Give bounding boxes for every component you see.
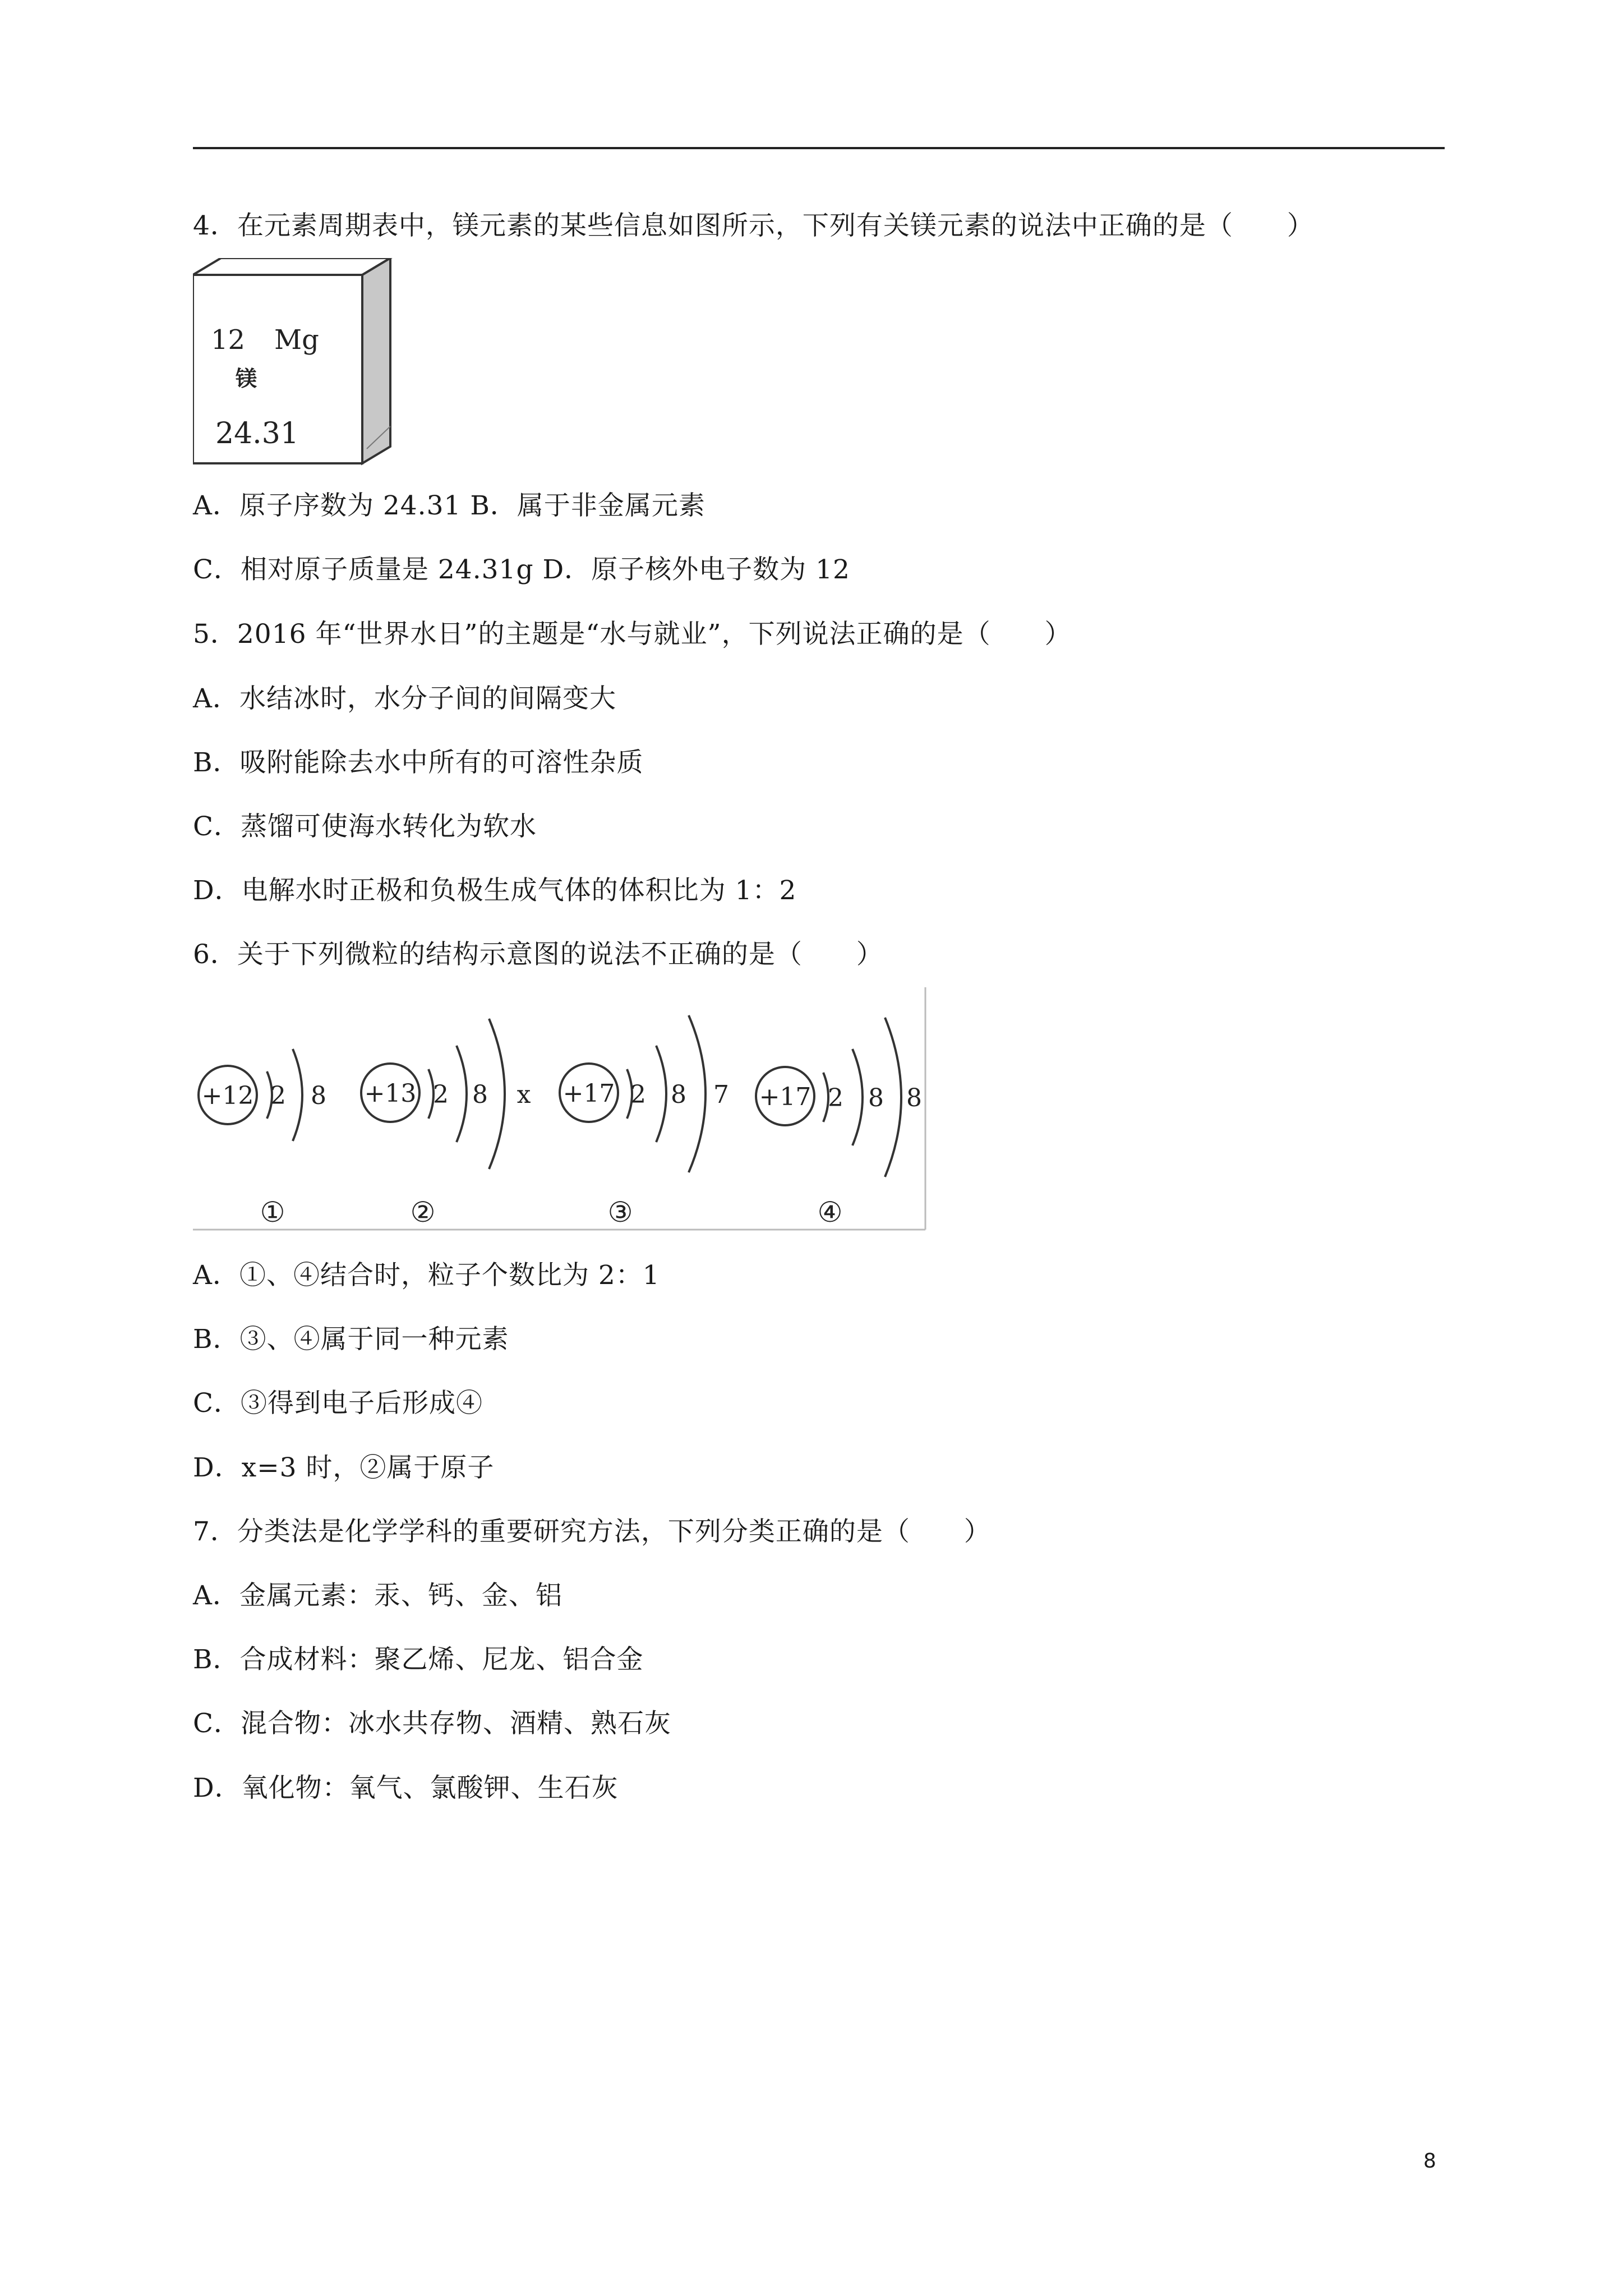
particle-2-label: ② [410,1196,436,1228]
q7-stem: 7．分类法是化学学科的重要研究方法，下列分类正确的是（ ） [193,1516,991,1547]
tile-atomic-mass: 24.31 [215,417,299,450]
q6-option-c: C．③得到电子后形成④ [193,1388,483,1419]
atomic-structure-diagrams [193,987,929,1232]
particle-4-shell-1: 2 [828,1084,843,1112]
particle-4-shell-2: 8 [868,1084,884,1112]
particle-2-shell-1: 2 [433,1080,449,1109]
q5-option-a: A．水结冰时，水分子间的间隔变大 [193,683,616,714]
particle-1-shell-2: 8 [311,1082,326,1110]
q5-stem: 5．2016 年“世界水日”的主题是“水与就业”，下列说法正确的是（ ） [193,619,1072,650]
tile-element-name: 镁 [236,366,257,391]
q4-option-ab: A．原子序数为 24.31 B．属于非金属元素 [193,490,706,521]
tile-symbol: Mg [274,324,319,356]
particle-3-shell-3: 7 [713,1080,729,1109]
q7-option-c: C．混合物：冰水共存物、酒精、熟石灰 [193,1708,671,1739]
q5-option-c: C．蒸馏可使海水转化为软水 [193,811,537,842]
particle-1-label: ① [260,1196,285,1228]
particle-3-shell-1: 2 [630,1080,646,1109]
particle-2-shell-3: x [517,1080,531,1109]
particle-1-shell-1: 2 [270,1082,286,1110]
particle-4-label: ④ [817,1196,843,1228]
header-rule [193,147,1445,149]
q6-stem: 6．关于下列微粒的结构示意图的说法不正确的是（ ） [193,939,883,970]
q7-option-b: B．合成材料：聚乙烯、尼龙、铝合金 [193,1644,644,1675]
tile-atomic-number: 12 [211,324,246,356]
q7-option-a: A．金属元素：汞、钙、金、铝 [193,1580,562,1611]
q6-option-a: A．①、④结合时，粒子个数比为 2：1 [193,1260,660,1291]
particle-3-label: ③ [607,1196,633,1228]
q5-option-b: B．吸附能除去水中所有的可溶性杂质 [193,747,644,778]
q7-option-d: D．氧化物：氧气、氯酸钾、生石灰 [193,1773,619,1803]
page-number: 8 [1423,2150,1436,2173]
q6-option-b: B．③、④属于同一种元素 [193,1324,509,1355]
q5-option-d: D．电解水时正极和负极生成气体的体积比为 1：2 [193,875,797,906]
particle-3-nucleus: +17 [562,1079,615,1108]
particle-3-shell-2: 8 [671,1080,686,1109]
particle-2-nucleus: +13 [364,1079,417,1108]
particle-2-shell-2: 8 [472,1080,488,1109]
particle-1-nucleus: +12 [201,1082,254,1110]
q4-option-cd: C．相对原子质量是 24.31g D．原子核外电子数为 12 [193,554,850,585]
particle-4-shell-3: 8 [906,1084,922,1112]
q6-option-d: D．x=3 时，②属于原子 [193,1452,495,1483]
particle-4-nucleus: +17 [759,1083,811,1111]
magnesium-element-tile [193,258,395,466]
q4-stem: 4．在元素周期表中，镁元素的某些信息如图所示，下列有关镁元素的说法中正确的是（ ） [193,210,1314,241]
